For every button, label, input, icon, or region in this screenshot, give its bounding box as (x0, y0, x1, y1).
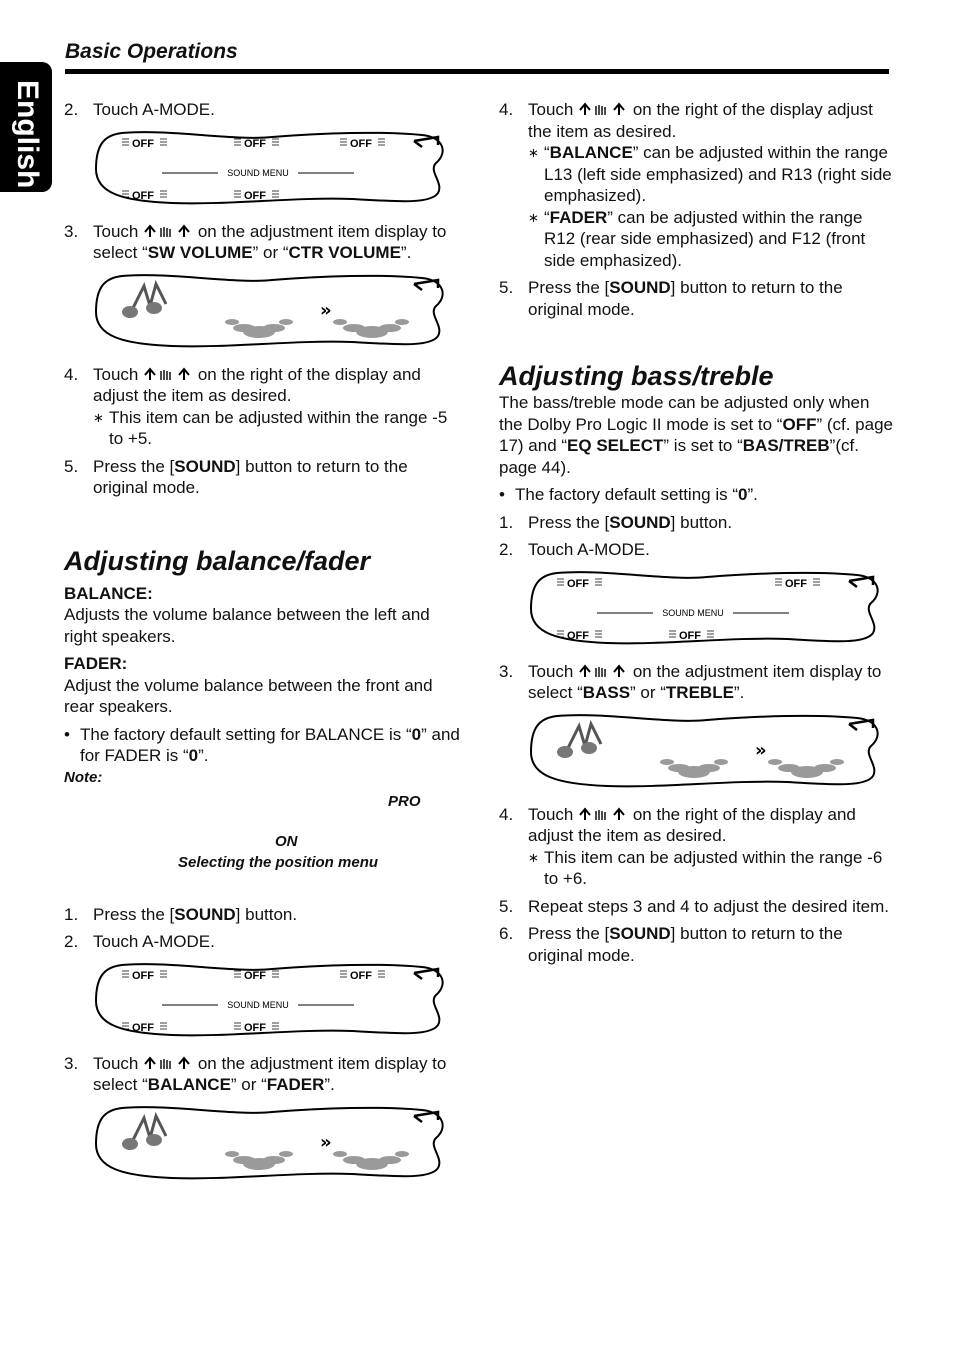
sound-menu-label: SOUND MENU (662, 607, 724, 618)
sound-menu-display (527, 567, 887, 647)
balance-step-1: 1. Press the [SOUND] button. (64, 904, 298, 924)
left-column (64, 99, 464, 1196)
bass-step-3: 3. Touch on the adjustment item display to select “BASS” or “TREBLE”. (499, 661, 882, 702)
adjust-display (92, 270, 452, 350)
level-segment (279, 319, 293, 325)
adjust-display (92, 1102, 452, 1182)
right-column (499, 99, 894, 972)
level-segment (379, 324, 401, 332)
bass-step-5: 5. Repeat steps 3 and 4 to adjust the desired item. (499, 896, 890, 916)
up-arrow-icon (145, 1058, 155, 1069)
off-indicator: OFF (132, 137, 154, 150)
level-segment (233, 324, 255, 332)
fader-text: Adjust the volume balance between the front and rear speakers. (64, 675, 433, 716)
level-segment (698, 764, 720, 772)
up-arrow-icon (145, 226, 155, 237)
up-arrow-icon (614, 104, 624, 115)
step-4: 4. Touch on the right of the display and adjust the item as desired. ∗ This item can be adjusted within the range -5 to +5. (64, 364, 448, 448)
balance-step-2: 2. Touch A-MODE. (64, 932, 215, 951)
header-rule (65, 69, 889, 74)
off-indicator: OFF (244, 137, 266, 150)
bass-treble-heading: Adjusting bass/treble (499, 361, 774, 391)
chevron-icon: » (320, 1131, 332, 1153)
step-5: 5. Press the [SOUND] button to return to the original mode. (64, 456, 408, 497)
level-segment (714, 759, 728, 765)
level-segment (814, 764, 836, 772)
adjust-arrows-icon (143, 224, 193, 238)
step-5-right: 5. Press the [SOUND] button to return to the original mode. (499, 278, 843, 319)
adjust-arrows-icon (578, 807, 628, 821)
bass-step-6: 6. Press the [SOUND] button to return to the original mode. (499, 924, 843, 965)
level-segment (263, 324, 285, 332)
bass-treble-intro: The bass/treble mode can be adjusted only when the Dolby Pro Logic II mode is set to “OFF” (cf. page 17) and “EQ SELECT” is set to “BAS/TREB”(cf. page 44). (499, 393, 894, 477)
level-segment (343, 324, 365, 332)
off-indicator: OFF (244, 1021, 266, 1034)
step-3: 3. Touch on the adjustment item display to select “SW VOLUME” or “CTR VOLUME”. (64, 221, 447, 262)
balance-fader-heading: Adjusting balance/fader (64, 545, 371, 576)
adjust-arrows-icon (578, 664, 628, 678)
fader-label: FADER: (64, 654, 128, 673)
level-segment (768, 759, 782, 765)
sound-menu-label: SOUND MENU (227, 999, 289, 1010)
level-segment (660, 759, 674, 765)
adjust-arrows-icon (143, 1056, 193, 1070)
chevron-icon: » (755, 739, 767, 761)
off-indicator: OFF (350, 969, 372, 982)
off-indicator: OFF (132, 969, 154, 982)
language-tab (0, 62, 52, 192)
off-indicator: OFF (244, 189, 266, 202)
balance-text: Adjusts the volume balance between the left and right speakers. (64, 605, 430, 646)
level-segment (225, 319, 239, 325)
step-4-right: 4. Touch on the right of the display adjust the item as desired. ∗ “BALANCE” can be adjusted within the range L13 (left side emphasized) and R13 (right side emphasized). ∗ “FADER” can be adjusted within the range R12 (rear side emphasized) and F12 (front side emphasized). (499, 100, 892, 270)
sound-menu-label: SOUND MENU (227, 167, 289, 178)
balance-label: BALANCE: (64, 583, 153, 603)
level-segment (379, 1156, 401, 1164)
level-segment (263, 1156, 285, 1164)
level-segment (343, 1156, 365, 1164)
level-segment (225, 1151, 239, 1157)
bass-step-2: 2. Touch A-MODE. (499, 540, 650, 559)
sound-menu-display (92, 127, 452, 207)
off-indicator: OFF (350, 137, 372, 150)
adjust-arrows-icon (578, 102, 628, 116)
balance-step-3: 3. Touch on the adjustment item display to select “BALANCE” or “FADER”. (64, 1053, 447, 1094)
adjust-display (527, 710, 887, 790)
level-segment (395, 319, 409, 325)
level-segment (333, 1151, 347, 1157)
up-arrow-icon (580, 666, 590, 677)
sound-menu-display (92, 959, 452, 1039)
up-arrow-icon (614, 809, 624, 820)
up-arrow-icon (614, 666, 624, 677)
adjust-arrows-icon (143, 367, 193, 381)
level-segment (395, 1151, 409, 1157)
up-arrow-icon (580, 809, 590, 820)
up-arrow-icon (580, 104, 590, 115)
hand-icon (161, 370, 170, 380)
off-indicator: OFF (785, 577, 807, 590)
hand-icon (596, 667, 605, 677)
level-segment (778, 764, 800, 772)
off-indicator: OFF (567, 629, 589, 642)
chevron-icon: » (320, 299, 332, 321)
level-segment (668, 764, 690, 772)
note-on: ON (275, 832, 298, 850)
note-label: Note: (64, 768, 103, 786)
off-indicator: OFF (567, 577, 589, 590)
up-arrow-icon (179, 226, 189, 237)
step-2: 2. Touch A-MODE. (64, 100, 215, 119)
default-bullet: • The factory default setting for BALANCE is “0” and for FADER is “0”. (64, 724, 460, 765)
level-segment (279, 1151, 293, 1157)
off-indicator: OFF (244, 969, 266, 982)
note-position-menu: Selecting the position menu (178, 854, 379, 871)
hand-icon (161, 1059, 170, 1069)
bass-step-1: 1. Press the [SOUND] button. (499, 512, 733, 532)
default-bullet-right: • The factory default setting is “0”. (499, 485, 758, 504)
note-pro: PRO (388, 793, 421, 810)
level-segment (233, 1156, 255, 1164)
level-segment (830, 759, 844, 765)
up-arrow-icon (145, 369, 155, 380)
off-indicator: OFF (132, 1021, 154, 1034)
off-indicator: OFF (132, 189, 154, 202)
level-segment (333, 319, 347, 325)
up-arrow-icon (179, 1058, 189, 1069)
bass-step-4: 4. Touch on the right of the display and adjust the item as desired. ∗ This item can be adjusted within the range -6 to +6. (499, 804, 883, 888)
hand-icon (596, 105, 605, 115)
hand-icon (596, 810, 605, 820)
hand-icon (161, 227, 170, 237)
up-arrow-icon (179, 369, 189, 380)
off-indicator: OFF (679, 629, 701, 642)
section-header: Basic Operations (65, 40, 238, 63)
language-tab-label: English (11, 80, 44, 189)
